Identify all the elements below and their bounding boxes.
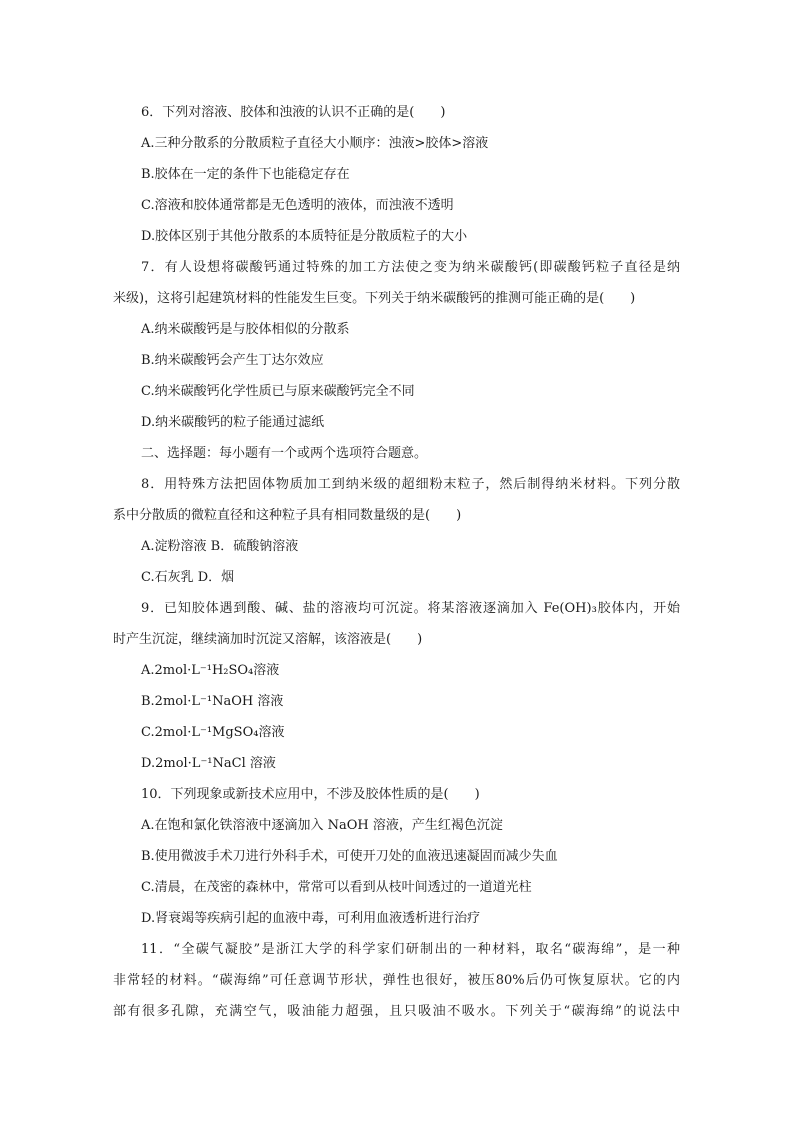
question-6-option-a: A.三种分散系的分散质粒子直径大小顺序：浊液>胶体>溶液 — [141, 136, 489, 151]
question-8-stem: 8．用特殊方法把固体物质加工到纳米级的超细粉末粒子，然后制得纳米材料。下列分散 — [141, 477, 680, 492]
question-10-option-d: D.肾衰竭等疾病引起的血液中毒，可利用血液透析进行治疗 — [141, 911, 481, 926]
question-7-option-a: A.纳米碳酸钙是与胶体相似的分散系 — [141, 322, 350, 337]
question-9-option-d: D.2mol·L⁻¹NaCl 溶液 — [141, 756, 276, 771]
question-7-option-d: D.纳米碳酸钙的粒子能通过滤纸 — [141, 415, 325, 430]
section-heading-2: 二、选择题：每小题有一个或两个选项符合题意。 — [141, 446, 428, 461]
question-7-stem: 7．有人设想将碳酸钙通过特殊的加工方法使之变为纳米碳酸钙(即碳酸钙粒子直径是纳 — [141, 260, 680, 275]
question-7-stem-cont: 米级)，这将引起建筑材料的性能发生巨变。下列关于纳米碳酸钙的推测可能正确的是( ) — [113, 291, 636, 306]
question-8-options-ab: A.淀粉溶液 B．硫酸钠溶液 — [141, 539, 299, 554]
question-9-option-b: B.2mol·L⁻¹NaOH 溶液 — [141, 694, 284, 709]
question-8-options-cd: C.石灰乳 D．烟 — [141, 570, 235, 585]
question-9-option-a: A.2mol·L⁻¹H₂SO₄溶液 — [141, 663, 280, 678]
question-8-stem-cont: 系中分散质的微粒直径和这种粒子具有相同数量级的是( ) — [113, 508, 462, 523]
question-10-stem: 10．下列现象或新技术应用中，不涉及胶体性质的是( ) — [141, 787, 480, 802]
question-11-stem-cont-1: 非常轻的材料。“碳海绵”可任意调节形状，弹性也很好，被压80%后仍可恢复原状。它的内 — [113, 973, 680, 988]
question-10-option-a: A.在饱和氯化铁溶液中逐滴加入 NaOH 溶液，产生红褐色沉淀 — [141, 818, 503, 833]
question-10-option-c: C.清晨，在茂密的森林中，常常可以看到从枝叶间透过的一道道光柱 — [141, 880, 532, 895]
question-6-option-c: C.溶液和胶体通常都是无色透明的液体，而浊液不透明 — [141, 198, 454, 213]
question-7-option-b: B.纳米碳酸钙会产生丁达尔效应 — [141, 353, 324, 368]
question-11-stem-cont-2: 部有很多孔隙，充满空气，吸油能力超强，且只吸油不吸水。下列关于“碳海绵”的说法中 — [113, 1004, 680, 1019]
question-9-stem: 9．已知胶体遇到酸、碱、盐的溶液均可沉淀。将某溶液逐滴加入 Fe(OH)₃胶体内，开始 — [141, 601, 680, 616]
question-11-stem: 11．“全碳气凝胶”是浙江大学的科学家们研制出的一种材料，取名“碳海绵”，是一种 — [141, 942, 680, 957]
question-10-option-b: B.使用微波手术刀进行外科手术，可使开刀处的血液迅速凝固而减少失血 — [141, 849, 558, 864]
question-6-stem: 6．下列对溶液、胶体和浊液的认识不正确的是( ) — [141, 105, 446, 120]
question-9-stem-cont: 时产生沉淀，继续滴加时沉淀又溶解，该溶液是( ) — [113, 632, 423, 647]
question-6-option-b: B.胶体在一定的条件下也能稳定存在 — [141, 167, 350, 182]
question-6-option-d: D.胶体区别于其他分散系的本质特征是分散质粒子的大小 — [141, 229, 468, 244]
question-7-option-c: C.纳米碳酸钙化学性质已与原来碳酸钙完全不同 — [141, 384, 415, 399]
question-9-option-c: C.2mol·L⁻¹MgSO₄溶液 — [141, 725, 285, 740]
